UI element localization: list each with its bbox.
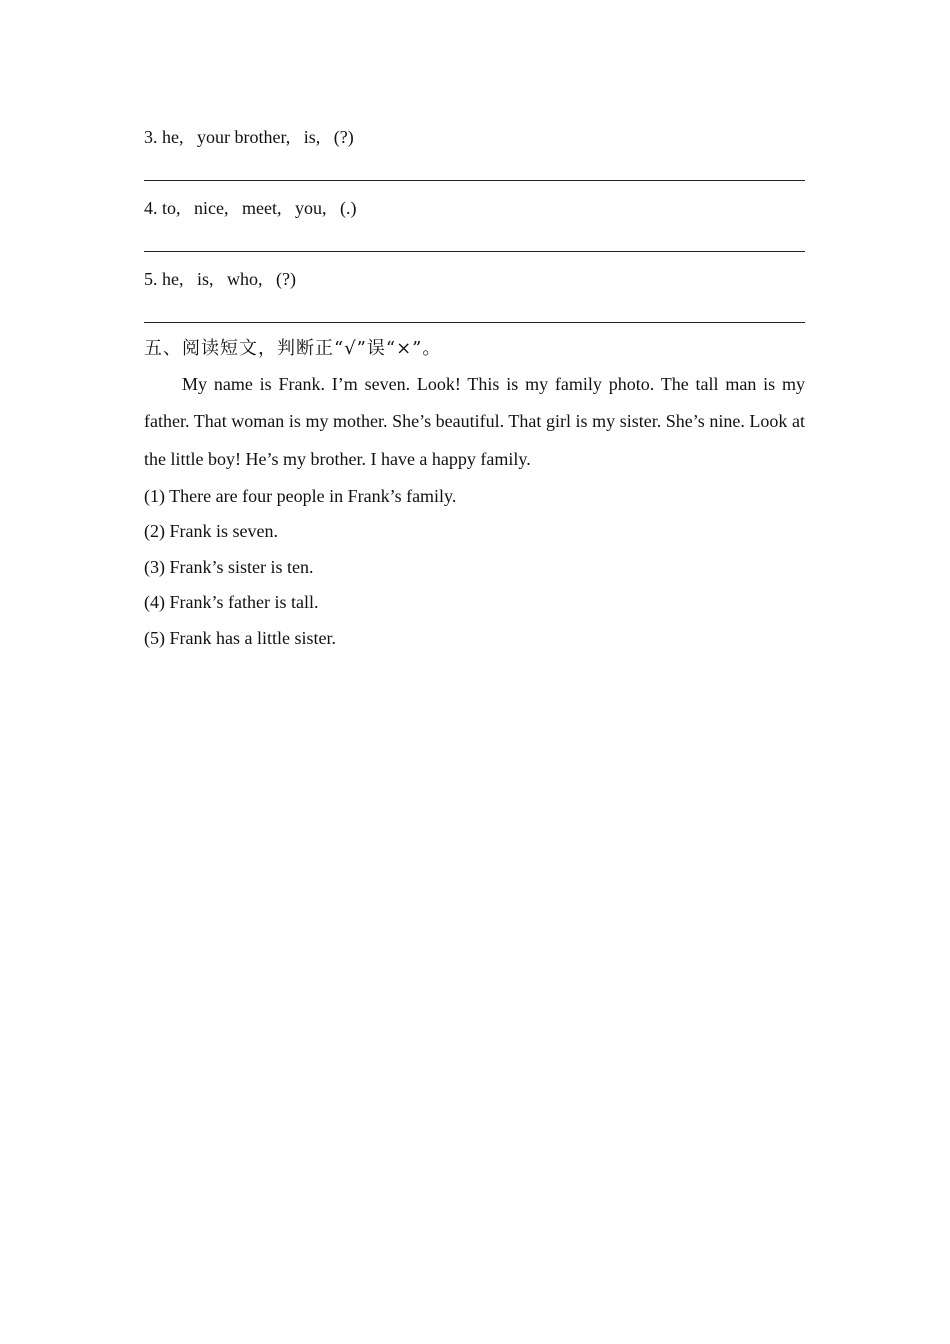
answer-line-4 — [144, 251, 805, 252]
judgement-item-5: (5) Frank has a little sister. — [144, 628, 336, 648]
judgement-item-1: (1) There are four people in Frank’s family. — [144, 486, 457, 506]
judgement-item-2: (2) Frank is seven. — [144, 521, 278, 541]
section-5-title: 五、阅读短文，判断正“√”误“×”。 — [144, 338, 442, 359]
judgement-item-4: (4) Frank’s father is tall. — [144, 592, 319, 612]
answer-line-5 — [144, 322, 805, 323]
reading-passage: My name is Frank. I’m seven. Look! This is my family photo. The tall man is my father. That woman is my mother. She’s beautiful. That girl is my sister. She’s nine. Look at the little boy! He’s my brother. I have a happy family. — [144, 374, 805, 469]
judgement-item-3: (3) Frank’s sister is ten. — [144, 557, 314, 577]
answer-line-3 — [144, 180, 805, 181]
question-4: 4. to, nice, meet, you, (.) — [144, 198, 357, 218]
question-5: 5. he, is, who, (?) — [144, 269, 296, 289]
question-3: 3. he, your brother, is, (?) — [144, 127, 354, 147]
